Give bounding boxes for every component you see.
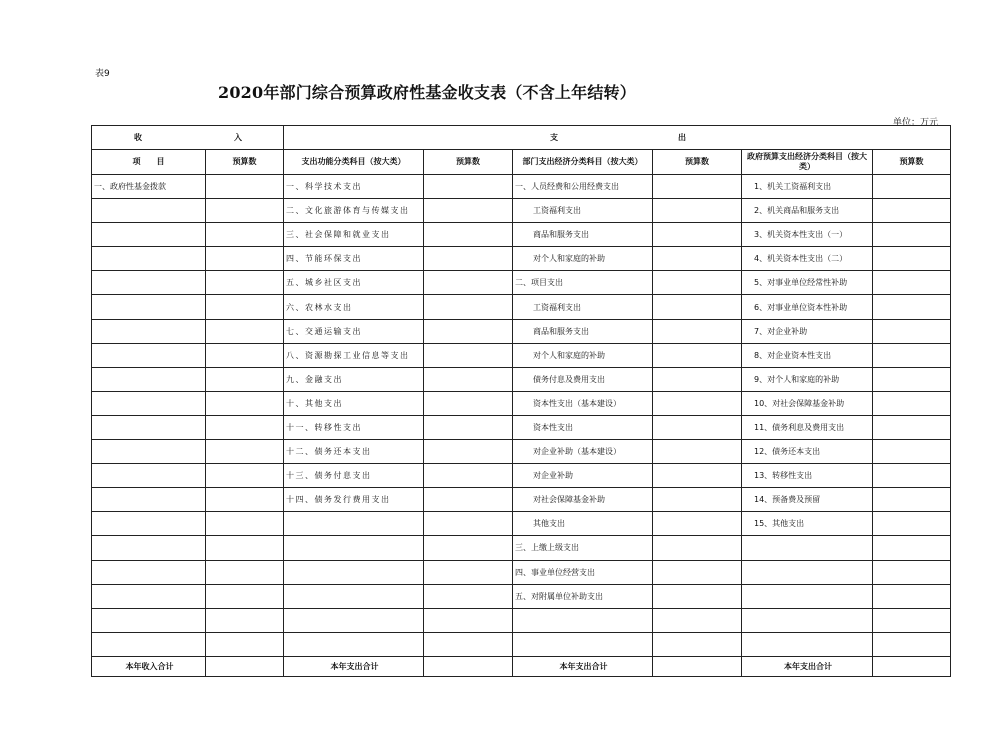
gov-class-cell: 1、机关工资福利支出	[742, 175, 873, 199]
budget-table	[91, 125, 951, 677]
income-item-cell	[92, 512, 206, 536]
col-header-dept-class: 部门支出经济分类科目（按大类）	[513, 150, 653, 175]
dept-class-cell: 其他支出	[513, 512, 653, 536]
table-row	[92, 295, 951, 319]
func-class-cell: 十四、债务发行费用支出	[284, 488, 424, 512]
dept-class-cell: 对企业补助	[513, 464, 653, 488]
gov-budget-cell	[873, 512, 951, 536]
table-row	[92, 632, 951, 656]
func-budget-cell	[424, 464, 513, 488]
income-budget-cell	[206, 271, 284, 295]
gov-budget-cell	[873, 584, 951, 608]
income-total-value	[206, 656, 284, 676]
gov-budget-cell	[873, 464, 951, 488]
expense-band-label-a: 支	[550, 133, 559, 142]
func-budget-cell	[424, 367, 513, 391]
table-row	[92, 512, 951, 536]
gov-budget-cell	[873, 367, 951, 391]
gov-class-cell: 5、对事业单位经常性补助	[742, 271, 873, 295]
income-item-cell	[92, 247, 206, 271]
income-band-label-a: 收	[134, 133, 142, 142]
income-budget-cell	[206, 319, 284, 343]
gov-budget-cell	[873, 440, 951, 464]
gov-total-value	[873, 656, 951, 676]
dept-budget-cell	[653, 440, 742, 464]
income-item-cell	[92, 223, 206, 247]
func-budget-cell	[424, 247, 513, 271]
income-item-cell	[92, 536, 206, 560]
gov-class-cell: 13、转移性支出	[742, 464, 873, 488]
dept-class-cell: 对个人和家庭的补助	[513, 343, 653, 367]
table-row	[92, 175, 951, 199]
dept-budget-cell	[653, 343, 742, 367]
dept-budget-cell	[653, 199, 742, 223]
func-class-cell: 五、城乡社区支出	[284, 271, 424, 295]
dept-class-cell: 工资福利支出	[513, 199, 653, 223]
income-item-cell	[92, 584, 206, 608]
income-budget-cell	[206, 175, 284, 199]
totals-row	[92, 656, 951, 676]
income-budget-cell	[206, 560, 284, 584]
gov-budget-cell	[873, 391, 951, 415]
income-item-cell	[92, 560, 206, 584]
gov-class-cell: 6、对事业单位资本性补助	[742, 295, 873, 319]
func-class-cell: 八、资源勘探工业信息等支出	[284, 343, 424, 367]
table-row	[92, 223, 951, 247]
dept-class-cell: 债务付息及费用支出	[513, 367, 653, 391]
col-header-func-class: 支出功能分类科目（按大类）	[284, 150, 424, 175]
income-item-cell	[92, 271, 206, 295]
gov-total-label: 本年支出合计	[742, 656, 873, 676]
func-budget-cell	[424, 584, 513, 608]
income-budget-cell	[206, 247, 284, 271]
gov-budget-cell	[873, 295, 951, 319]
gov-budget-cell	[873, 608, 951, 632]
unit-label: 单位：万元	[893, 118, 939, 128]
func-budget-cell	[424, 415, 513, 439]
dept-budget-cell	[653, 512, 742, 536]
dept-budget-cell	[653, 247, 742, 271]
gov-class-cell	[742, 584, 873, 608]
func-class-cell: 七、交通运输支出	[284, 319, 424, 343]
table-row	[92, 464, 951, 488]
income-budget-cell	[206, 512, 284, 536]
dept-budget-cell	[653, 223, 742, 247]
gov-budget-cell	[873, 319, 951, 343]
dept-budget-cell	[653, 464, 742, 488]
dept-class-cell: 对社会保障基金补助	[513, 488, 653, 512]
func-class-cell: 十三、债务付息支出	[284, 464, 424, 488]
gov-budget-cell	[873, 632, 951, 656]
gov-class-cell: 12、债务还本支出	[742, 440, 873, 464]
dept-class-cell	[513, 632, 653, 656]
func-class-cell: 十、其他支出	[284, 391, 424, 415]
income-band-header	[92, 126, 284, 150]
income-item-cell	[92, 343, 206, 367]
income-item-cell	[92, 440, 206, 464]
func-class-cell: 六、农林水支出	[284, 295, 424, 319]
gov-class-cell: 11、债务利息及费用支出	[742, 415, 873, 439]
gov-budget-cell	[873, 247, 951, 271]
col-header-func-budget: 预算数	[424, 150, 513, 175]
dept-budget-cell	[653, 415, 742, 439]
income-budget-cell	[206, 295, 284, 319]
func-budget-cell	[424, 560, 513, 584]
income-budget-cell	[206, 199, 284, 223]
gov-budget-cell	[873, 223, 951, 247]
gov-class-cell: 10、对社会保障基金补助	[742, 391, 873, 415]
income-item-cell	[92, 295, 206, 319]
income-item-cell	[92, 464, 206, 488]
dept-budget-cell	[653, 175, 742, 199]
income-budget-cell	[206, 608, 284, 632]
table-row	[92, 319, 951, 343]
gov-budget-cell	[873, 560, 951, 584]
func-class-cell: 十二、债务还本支出	[284, 440, 424, 464]
gov-class-cell: 7、对企业补助	[742, 319, 873, 343]
table-row	[92, 343, 951, 367]
dept-class-cell: 对企业补助（基本建设）	[513, 440, 653, 464]
dept-budget-cell	[653, 295, 742, 319]
func-class-cell	[284, 584, 424, 608]
func-class-cell: 二、文化旅游体育与传媒支出	[284, 199, 424, 223]
func-budget-cell	[424, 175, 513, 199]
income-budget-cell	[206, 464, 284, 488]
gov-budget-cell	[873, 175, 951, 199]
func-class-cell: 三、社会保障和就业支出	[284, 223, 424, 247]
table-row	[92, 608, 951, 632]
gov-class-cell	[742, 608, 873, 632]
func-budget-cell	[424, 199, 513, 223]
dept-budget-cell	[653, 271, 742, 295]
func-budget-cell	[424, 488, 513, 512]
income-item-cell	[92, 319, 206, 343]
table-number: 表9	[95, 69, 110, 79]
income-budget-cell	[206, 223, 284, 247]
table-row	[92, 391, 951, 415]
gov-class-cell	[742, 560, 873, 584]
dept-budget-cell	[653, 632, 742, 656]
income-budget-cell	[206, 440, 284, 464]
gov-class-cell	[742, 536, 873, 560]
income-budget-cell	[206, 632, 284, 656]
income-budget-cell	[206, 488, 284, 512]
func-budget-cell	[424, 295, 513, 319]
func-budget-cell	[424, 440, 513, 464]
func-total-label: 本年支出合计	[284, 656, 424, 676]
func-class-cell: 四、节能环保支出	[284, 247, 424, 271]
col-header-income-budget: 预算数	[206, 150, 284, 175]
income-item-cell	[92, 391, 206, 415]
func-budget-cell	[424, 512, 513, 536]
income-budget-cell	[206, 415, 284, 439]
gov-class-cell: 3、机关资本性支出（一）	[742, 223, 873, 247]
income-total-label: 本年收入合计	[92, 656, 206, 676]
table-row	[92, 536, 951, 560]
income-budget-cell	[206, 536, 284, 560]
func-total-value	[424, 656, 513, 676]
table-row	[92, 367, 951, 391]
dept-class-cell	[513, 608, 653, 632]
col-header-dept-budget: 预算数	[653, 150, 742, 175]
gov-budget-cell	[873, 271, 951, 295]
gov-budget-cell	[873, 488, 951, 512]
col-header-gov-class: 政府预算支出经济分类科目（按大类）	[742, 150, 873, 175]
page-title: 2020年部门综合预算政府性基金收支表（不含上年结转）	[218, 83, 636, 102]
dept-budget-cell	[653, 488, 742, 512]
dept-class-cell: 对个人和家庭的补助	[513, 247, 653, 271]
table-row	[92, 560, 951, 584]
gov-class-cell: 8、对企业资本性支出	[742, 343, 873, 367]
table-row	[92, 488, 951, 512]
func-budget-cell	[424, 343, 513, 367]
income-budget-cell	[206, 391, 284, 415]
func-budget-cell	[424, 536, 513, 560]
income-item-cell	[92, 199, 206, 223]
table-row	[92, 247, 951, 271]
dept-budget-cell	[653, 608, 742, 632]
dept-budget-cell	[653, 391, 742, 415]
func-class-cell	[284, 536, 424, 560]
income-budget-cell	[206, 367, 284, 391]
func-budget-cell	[424, 319, 513, 343]
dept-total-label: 本年支出合计	[513, 656, 653, 676]
band-row	[92, 126, 951, 150]
func-budget-cell	[424, 391, 513, 415]
income-budget-cell	[206, 343, 284, 367]
gov-budget-cell	[873, 415, 951, 439]
income-item-cell	[92, 488, 206, 512]
table-row	[92, 271, 951, 295]
dept-budget-cell	[653, 367, 742, 391]
gov-class-cell	[742, 632, 873, 656]
dept-class-cell: 四、事业单位经营支出	[513, 560, 653, 584]
dept-class-cell: 资本性支出（基本建设）	[513, 391, 653, 415]
table-row	[92, 440, 951, 464]
table-row	[92, 584, 951, 608]
func-budget-cell	[424, 608, 513, 632]
gov-budget-cell	[873, 536, 951, 560]
income-band-label-b: 入	[234, 133, 242, 142]
gov-class-cell: 9、对个人和家庭的补助	[742, 367, 873, 391]
table-row	[92, 415, 951, 439]
income-budget-cell	[206, 584, 284, 608]
dept-class-cell: 二、项目支出	[513, 271, 653, 295]
dept-class-cell: 商品和服务支出	[513, 319, 653, 343]
income-item-cell	[92, 632, 206, 656]
col-header-income-item: 项 目	[92, 150, 206, 175]
income-item-cell	[92, 608, 206, 632]
func-class-cell	[284, 560, 424, 584]
gov-budget-cell	[873, 343, 951, 367]
gov-class-cell: 14、预备费及预留	[742, 488, 873, 512]
func-budget-cell	[424, 271, 513, 295]
dept-class-cell: 商品和服务支出	[513, 223, 653, 247]
dept-class-cell: 三、上缴上级支出	[513, 536, 653, 560]
table-row	[92, 199, 951, 223]
gov-class-cell: 4、机关资本性支出（二）	[742, 247, 873, 271]
gov-class-cell: 2、机关商品和服务支出	[742, 199, 873, 223]
func-budget-cell	[424, 223, 513, 247]
column-header-row	[92, 150, 951, 175]
gov-class-cell: 15、其他支出	[742, 512, 873, 536]
dept-budget-cell	[653, 560, 742, 584]
income-item-cell	[92, 415, 206, 439]
gov-budget-cell	[873, 199, 951, 223]
func-class-cell: 一、科学技术支出	[284, 175, 424, 199]
dept-class-cell: 五、对附属单位补助支出	[513, 584, 653, 608]
income-item-cell: 一、政府性基金拨款	[92, 175, 206, 199]
expense-band-header	[284, 126, 951, 150]
dept-total-value	[653, 656, 742, 676]
func-class-cell: 十一、转移性支出	[284, 415, 424, 439]
dept-class-cell: 工资福利支出	[513, 295, 653, 319]
dept-budget-cell	[653, 319, 742, 343]
func-class-cell	[284, 512, 424, 536]
income-item-cell	[92, 367, 206, 391]
dept-class-cell: 一、人员经费和公用经费支出	[513, 175, 653, 199]
func-class-cell	[284, 608, 424, 632]
expense-band-label-b: 出	[678, 133, 687, 142]
dept-budget-cell	[653, 536, 742, 560]
func-budget-cell	[424, 632, 513, 656]
col-header-gov-budget: 预算数	[873, 150, 951, 175]
dept-class-cell: 资本性支出	[513, 415, 653, 439]
dept-budget-cell	[653, 584, 742, 608]
func-class-cell	[284, 632, 424, 656]
func-class-cell: 九、金融支出	[284, 367, 424, 391]
